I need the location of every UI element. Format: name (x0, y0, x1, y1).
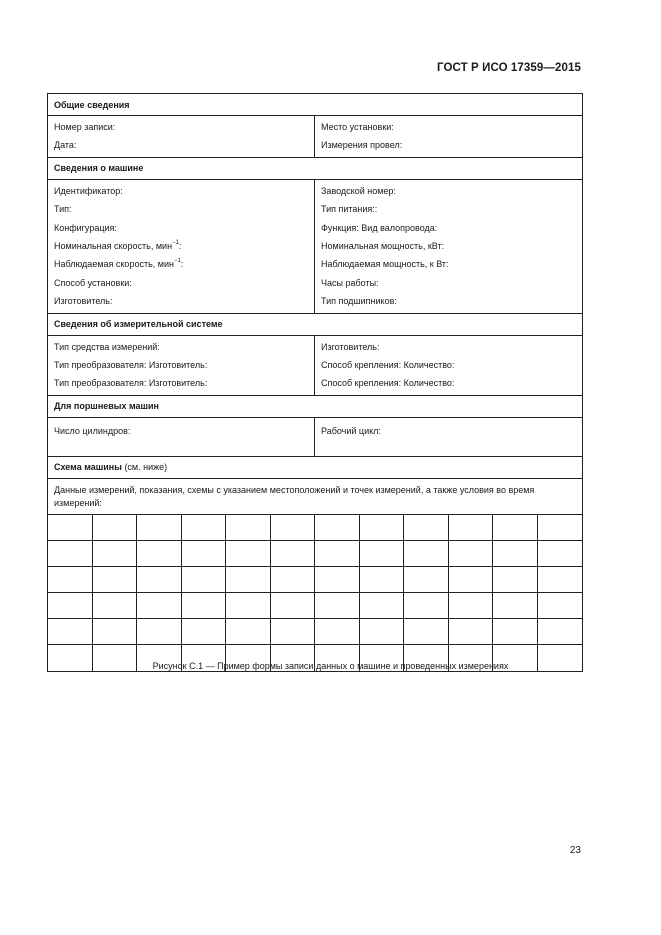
grid-cell[interactable] (360, 593, 405, 619)
grid-cell[interactable] (93, 515, 138, 541)
page-number: 23 (569, 845, 581, 856)
machine-fields (48, 180, 582, 314)
grid-cell[interactable] (48, 567, 93, 593)
grid-cell[interactable] (315, 619, 360, 645)
field-date[interactable]: Дата: (54, 140, 77, 151)
field-cylinder-count[interactable]: Число цилиндров: (54, 425, 131, 436)
grid-cell[interactable] (538, 515, 583, 541)
section-title-measuring-system: Сведения об измерительной системе (48, 314, 582, 336)
grid-cell[interactable] (271, 567, 316, 593)
field-mounting-quantity-1[interactable]: Способ крепления: Количество: (321, 359, 455, 370)
grid-cell[interactable] (182, 567, 227, 593)
grid-cell[interactable] (538, 567, 583, 593)
field-observed-power[interactable]: Наблюдаемая мощность, к Вт: (321, 259, 449, 270)
grid-cell[interactable] (449, 593, 494, 619)
section-title-piston: Для поршневых машин (48, 396, 582, 418)
section-title-scheme (48, 457, 582, 479)
measuring-fields (48, 336, 582, 396)
scheme-title-note: (см. ниже) (124, 462, 168, 473)
grid-cell[interactable] (182, 619, 227, 645)
field-mounting-method[interactable]: Способ установки: (54, 277, 132, 288)
grid-cell[interactable] (226, 593, 271, 619)
grid-cell[interactable] (137, 541, 182, 567)
grid-cell[interactable] (315, 541, 360, 567)
grid-cell[interactable] (48, 593, 93, 619)
observed-speed-unit-exponent: −1 (173, 258, 181, 265)
grid-cell[interactable] (315, 593, 360, 619)
nominal-speed-colon: : (178, 240, 182, 251)
field-identifier[interactable]: Идентификатор: (54, 185, 123, 196)
grid-cell[interactable] (360, 567, 405, 593)
grid-cell[interactable] (137, 515, 182, 541)
grid-cell[interactable] (315, 567, 360, 593)
grid-cell[interactable] (93, 541, 138, 567)
grid-cell[interactable] (360, 541, 405, 567)
grid-cell[interactable] (404, 541, 449, 567)
grid-cell[interactable] (137, 593, 182, 619)
grid-cell[interactable] (182, 593, 227, 619)
field-manufacturer[interactable]: Изготовитель: (54, 296, 113, 307)
measurement-grid (48, 515, 582, 671)
grid-cell[interactable] (93, 619, 138, 645)
observed-speed-colon: : (180, 259, 184, 270)
grid-cell[interactable] (271, 619, 316, 645)
field-installation-site[interactable]: Место установки: (321, 122, 394, 132)
grid-cell[interactable] (48, 515, 93, 541)
grid-cell[interactable] (271, 541, 316, 567)
scheme-note: Данные измерений, показания, схемы с указанием местоположений и точек измерений, а также условия во время измерений: (48, 479, 582, 515)
field-measured-by[interactable]: Измерения провел: (321, 140, 403, 151)
grid-cell[interactable] (493, 593, 538, 619)
grid-cell[interactable] (48, 619, 93, 645)
grid-cell[interactable] (182, 541, 227, 567)
grid-cell[interactable] (93, 567, 138, 593)
field-power-type[interactable]: Тип питания:: (321, 204, 378, 215)
field-transducer-type-2[interactable]: Тип преобразователя: Изготовитель: (54, 378, 208, 389)
grid-cell[interactable] (137, 619, 182, 645)
grid-cell[interactable] (360, 619, 405, 645)
piston-fields (48, 418, 582, 457)
grid-cell[interactable] (538, 619, 583, 645)
field-instrument-type[interactable]: Тип средства измерений: (54, 341, 160, 352)
grid-cell[interactable] (360, 515, 405, 541)
field-observed-speed[interactable] (48, 255, 314, 273)
grid-cell[interactable] (226, 619, 271, 645)
data-record-form (47, 93, 583, 672)
grid-cell[interactable] (449, 541, 494, 567)
grid-cell[interactable] (493, 567, 538, 593)
grid-cell[interactable] (493, 515, 538, 541)
grid-cell[interactable] (449, 567, 494, 593)
field-configuration[interactable]: Конфигурация: (54, 222, 117, 233)
grid-cell[interactable] (315, 515, 360, 541)
grid-cell[interactable] (404, 567, 449, 593)
field-record-number[interactable]: Номер записи: (54, 122, 116, 132)
grid-cell[interactable] (449, 515, 494, 541)
grid-cell[interactable] (493, 619, 538, 645)
field-instrument-manufacturer[interactable]: Изготовитель: (321, 341, 380, 352)
field-type[interactable]: Тип: (54, 204, 72, 215)
standard-designation: ГОСТ Р ИСО 17359—2015 (436, 62, 581, 74)
field-function-shaft-type[interactable]: Функция: Вид валопровода: (321, 222, 438, 233)
field-work-cycle[interactable]: Рабочий цикл: (321, 425, 381, 436)
field-operating-hours[interactable]: Часы работы: (321, 277, 379, 288)
grid-cell[interactable] (538, 593, 583, 619)
grid-cell[interactable] (493, 541, 538, 567)
grid-cell[interactable] (182, 515, 227, 541)
field-nominal-speed[interactable] (48, 237, 314, 255)
grid-cell[interactable] (93, 593, 138, 619)
grid-cell[interactable] (271, 515, 316, 541)
grid-cell[interactable] (48, 541, 93, 567)
general-fields (48, 116, 582, 158)
field-nominal-power[interactable]: Номинальная мощность, кВт: (321, 240, 445, 251)
grid-cell[interactable] (137, 567, 182, 593)
grid-cell[interactable] (404, 619, 449, 645)
field-mounting-quantity-2[interactable]: Способ крепления: Количество: (321, 378, 455, 389)
section-title-general: Общие сведения (48, 94, 582, 116)
figure-caption: Рисунок С.1 — Пример формы записи данных о машине и проведенных измерениях (152, 661, 509, 671)
grid-cell[interactable] (226, 541, 271, 567)
section-title-machine: Сведения о машине (48, 158, 582, 180)
nominal-speed-unit-exponent: −1 (172, 239, 179, 246)
grid-cell[interactable] (404, 515, 449, 541)
field-serial-number[interactable]: Заводской номер: (321, 185, 396, 196)
scheme-title: Схема машины (54, 462, 122, 473)
grid-cell[interactable] (449, 619, 494, 645)
grid-cell[interactable] (404, 593, 449, 619)
observed-speed-label: Наблюдаемая скорость, мин (54, 259, 174, 270)
grid-cell[interactable] (226, 515, 271, 541)
grid-cell[interactable] (538, 541, 583, 567)
field-bearing-type[interactable]: Тип подшипников: (321, 296, 397, 307)
grid-cell[interactable] (271, 593, 316, 619)
nominal-speed-label: Номинальная скорость, мин (54, 240, 173, 251)
grid-cell[interactable] (226, 567, 271, 593)
field-transducer-type-1[interactable]: Тип преобразователя: Изготовитель: (54, 359, 208, 370)
